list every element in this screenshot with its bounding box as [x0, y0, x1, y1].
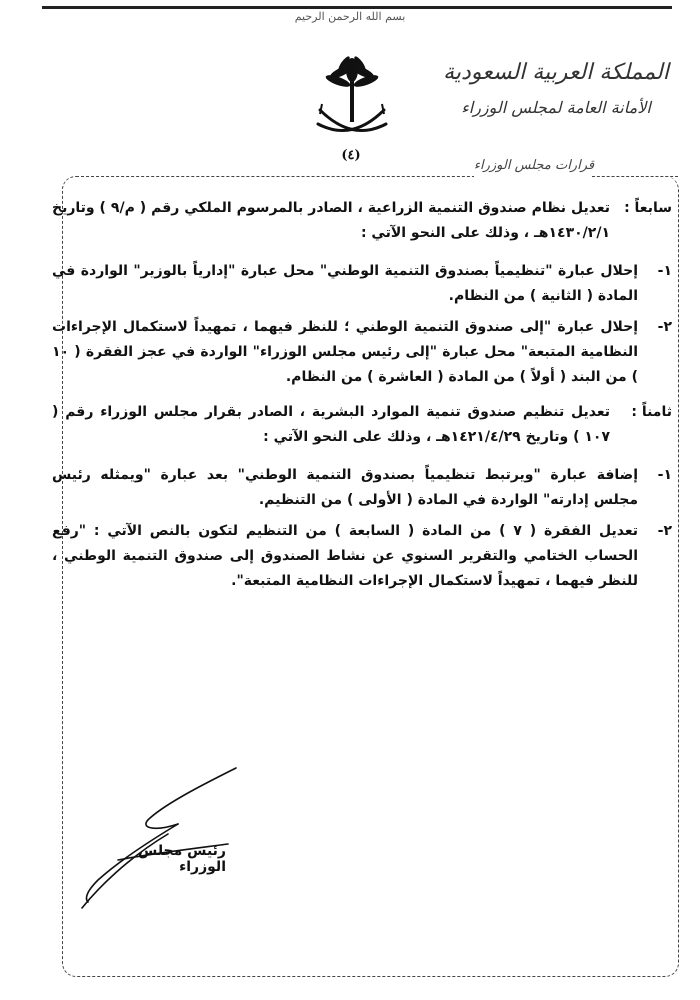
frame-top-left [62, 176, 474, 191]
top-rule [42, 6, 672, 9]
item-text [52, 315, 638, 390]
item-number: ٢- [657, 319, 672, 335]
item-paragraph: إحلال عبارة "إلى صندوق التنمية الوطني ؛ للنظر فيهما ، تمهيداً لاستكمال الإجراءات النظامية المتبعة" محل عبارة "إلى رئيس مجلس الوزراء" الواردة في عجز الفقرة ( ١٠ ) من البند ( أولاً ) من المادة ( العاشرة ) من النظام. [52, 319, 638, 385]
list-item [52, 519, 672, 594]
secretariat-name: الأمانة العامة لمجلس الوزراء [461, 98, 651, 117]
page-number: (٤) [341, 148, 361, 163]
signatory-title: رئيس مجلس الوزراء [138, 843, 226, 875]
section-title: ثامناً : [631, 404, 672, 420]
list-item [52, 463, 672, 513]
item-paragraph: تعديل الفقرة ( ٧ ) من المادة ( السابعة ) من التنظيم لتكون بالنص الآتي : "رفع الحساب الختامي والتقرير السنوي عن نشاط الصندوق إلى صندوق التنمية الوطني ، للنظر فيهما ، تمهيداً لاستكمال الإجراءات النظامية المتبعة". [52, 523, 639, 589]
section-content [52, 400, 610, 457]
section-intro: تعديل تنظيم صندوق تنمية الموارد البشرية ، الصادر بقرار مجلس الوزراء رقم ( ١٠٧ ) وتاريخ ١٤٢١/٤/٢٩هـ ، وذلك على النحو الآتي : [52, 404, 610, 445]
item-number: ١- [657, 263, 672, 279]
section-seventh [52, 196, 672, 253]
saudi-emblem-icon [312, 52, 392, 144]
item-text [52, 519, 638, 594]
list-item [52, 315, 672, 390]
item-paragraph: إضافة عبارة "ويرتبط تنظيمياً بصندوق التنمية الوطني" بعد عبارة "ويمثله رئيس مجلس إدارته" الواردة في المادة ( الأولى ) من التنظيم. [52, 467, 638, 508]
frame-top-right [592, 176, 678, 191]
document-body [52, 196, 672, 594]
item-paragraph: إحلال عبارة "تنظيمياً بصندوق التنمية الوطني" محل عبارة "إدارياً بالوزير" الواردة في المادة ( الثانية ) من النظام. [52, 263, 638, 304]
item-number: ١- [657, 467, 672, 483]
resolutions-label: قرارات مجلس الوزراء [473, 158, 595, 173]
section-title: سابعاً : [624, 200, 672, 216]
section-intro: تعديل نظام صندوق التنمية الزراعية ، الصادر بالمرسوم الملكي رقم ( م/٩ ) وتاريخ ١٤٣٠/٢/١هـ ، وذلك على النحو الآتي : [52, 200, 610, 241]
kingdom-name: المملكة العربية السعودية [443, 60, 669, 85]
signature-icon [58, 762, 258, 912]
item-text [52, 259, 638, 309]
basmala: بسم الله الرحمن الرحيم [294, 10, 406, 23]
section-eighth [52, 400, 672, 457]
item-number: ٢- [657, 523, 672, 539]
item-text [52, 463, 638, 513]
letterhead [426, 58, 686, 122]
section-content [52, 196, 610, 253]
list-item [52, 259, 672, 309]
